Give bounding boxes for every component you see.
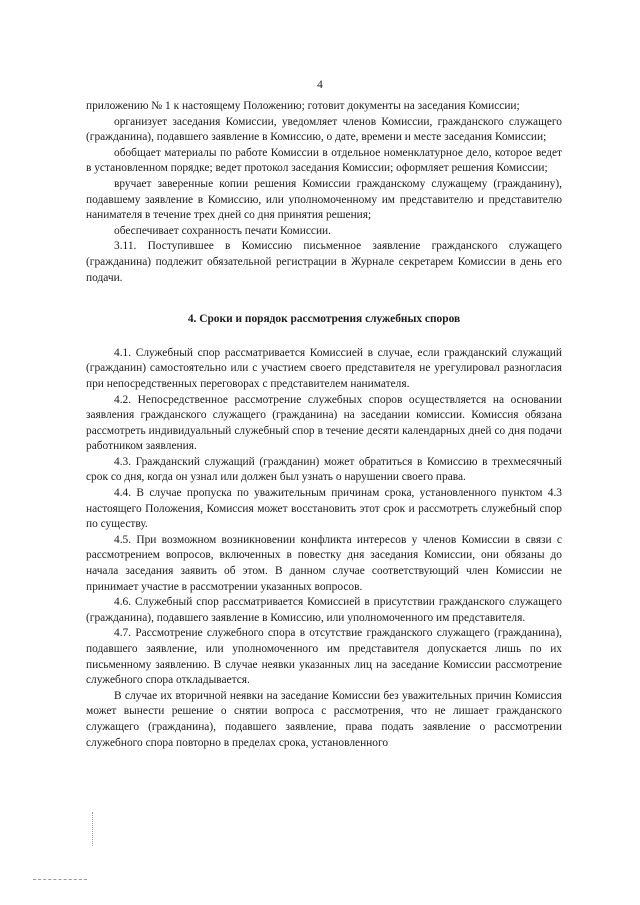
paragraph-organizes-meetings: организует заседания Комиссии, уведомляет членов Комиссии, гражданского служащего (гражданина), подавшего заявление в Комиссию, о дате, времени и месте заседания Комиссии; — [86, 115, 562, 144]
paragraph-summarizes-materials: обобщает материалы по работе Комиссии в отдельное номенклатурное дело, которое ведет в установленном порядке; ведет протокол заседания Комиссии; оформляет решения Комиссии; — [86, 146, 562, 175]
paragraph-4-3: 4.3. Гражданский служащий (гражданин) может обратиться в Комиссию в трехмесячный срок со дня, когда он узнал или должен был узнать о нарушении своего права. — [86, 455, 562, 484]
paragraph-keeps-seal: обеспечивает сохранность печати Комиссии. — [114, 224, 331, 237]
paragraph-4-4: 4.4. В случае пропуска по уважительным причинам срока, установленного пунктом 4.3 настоящего Положения, Комиссия может восстановить этот срок и рассмотреть служебный спор по существу. — [86, 487, 562, 531]
paragraph-3-11: 3.11. Поступившее в Комиссию письменное заявление гражданского служащего (гражданина) подлежит обязательной регистрации в Журнале секретарем Комиссии в день его подачи. — [86, 240, 562, 284]
section-heading: 4. Сроки и порядок рассмотрения служебных споров — [187, 313, 461, 326]
paragraph-4-1: 4.1. Служебный спор рассматривается Комиссией в случае, если гражданский служащий (гражданин) самостоятельно или с участием своего представителя не урегулировал разногласия при непосредственных переговорах с представителем нанимателя. — [86, 346, 562, 390]
page-number: 4 — [317, 79, 323, 91]
paragraph-4-7: 4.7. Рассмотрение служебного спора в отсутствие гражданского служащего (гражданина), подавшего заявление, или уполномоченного им представителя допускается лишь по их письменному заявлению. В случае неявки указанных лиц на заседание Комиссии рассмотрение служебного спора откладывается. — [86, 627, 562, 687]
paragraph-delivers-copies: вручает заверенные копии решения Комиссии гражданскому служащему (гражданину), подавшему заявление в Комиссию, или уполномоченному им представителю и представителю нанимателя в течение трех дней со дня принятия решения; — [86, 177, 562, 222]
paragraph-appendix-continuation: приложению № 1 к настоящему Положению; готовит документы на заседания Комиссии; — [86, 100, 520, 112]
paragraph-4-5: 4.5. При возможном возникновении конфликта интересов у членов Комиссии в связи с рассмотрением вопросов, включенных в повестку дня заседания Комиссии, они обязаны до начала заседания заявить об этом. В данном случае соответствующий член Комиссии не принимает участие в рассмотрении указанных вопросов. — [86, 533, 562, 593]
paragraph-4-2: 4.2. Непосредственное рассмотрение служебных споров осуществляется на основании заявления гражданского служащего (гражданина) на заседании комиссии. Комиссия обязана рассмотреть индивидуальный служебный спор в течение десяти календарных дней со дня подачи работником заявления. — [86, 393, 562, 453]
scan-edge-mark — [92, 812, 95, 846]
document-body — [86, 99, 562, 751]
paragraph-4-6: 4.6. Служебный спор рассматривается Комиссией в присутствии гражданского служащего (гражданина), подавшего заявление в Комиссию, или уполномоченного им представителя. — [86, 596, 562, 624]
paragraph-repeat-absence: В случае их вторичной неявки на заседание Комиссии без уважительных причин Комиссия может вынести решение о снятии вопроса с рассмотрения, что не лишает гражданского служащего (гражданина), подавшего заявление, права подать заявление о рассмотрении служебного спора повторно в пределах срока, установленного — [86, 689, 562, 749]
scan-foot-mark — [33, 879, 87, 880]
